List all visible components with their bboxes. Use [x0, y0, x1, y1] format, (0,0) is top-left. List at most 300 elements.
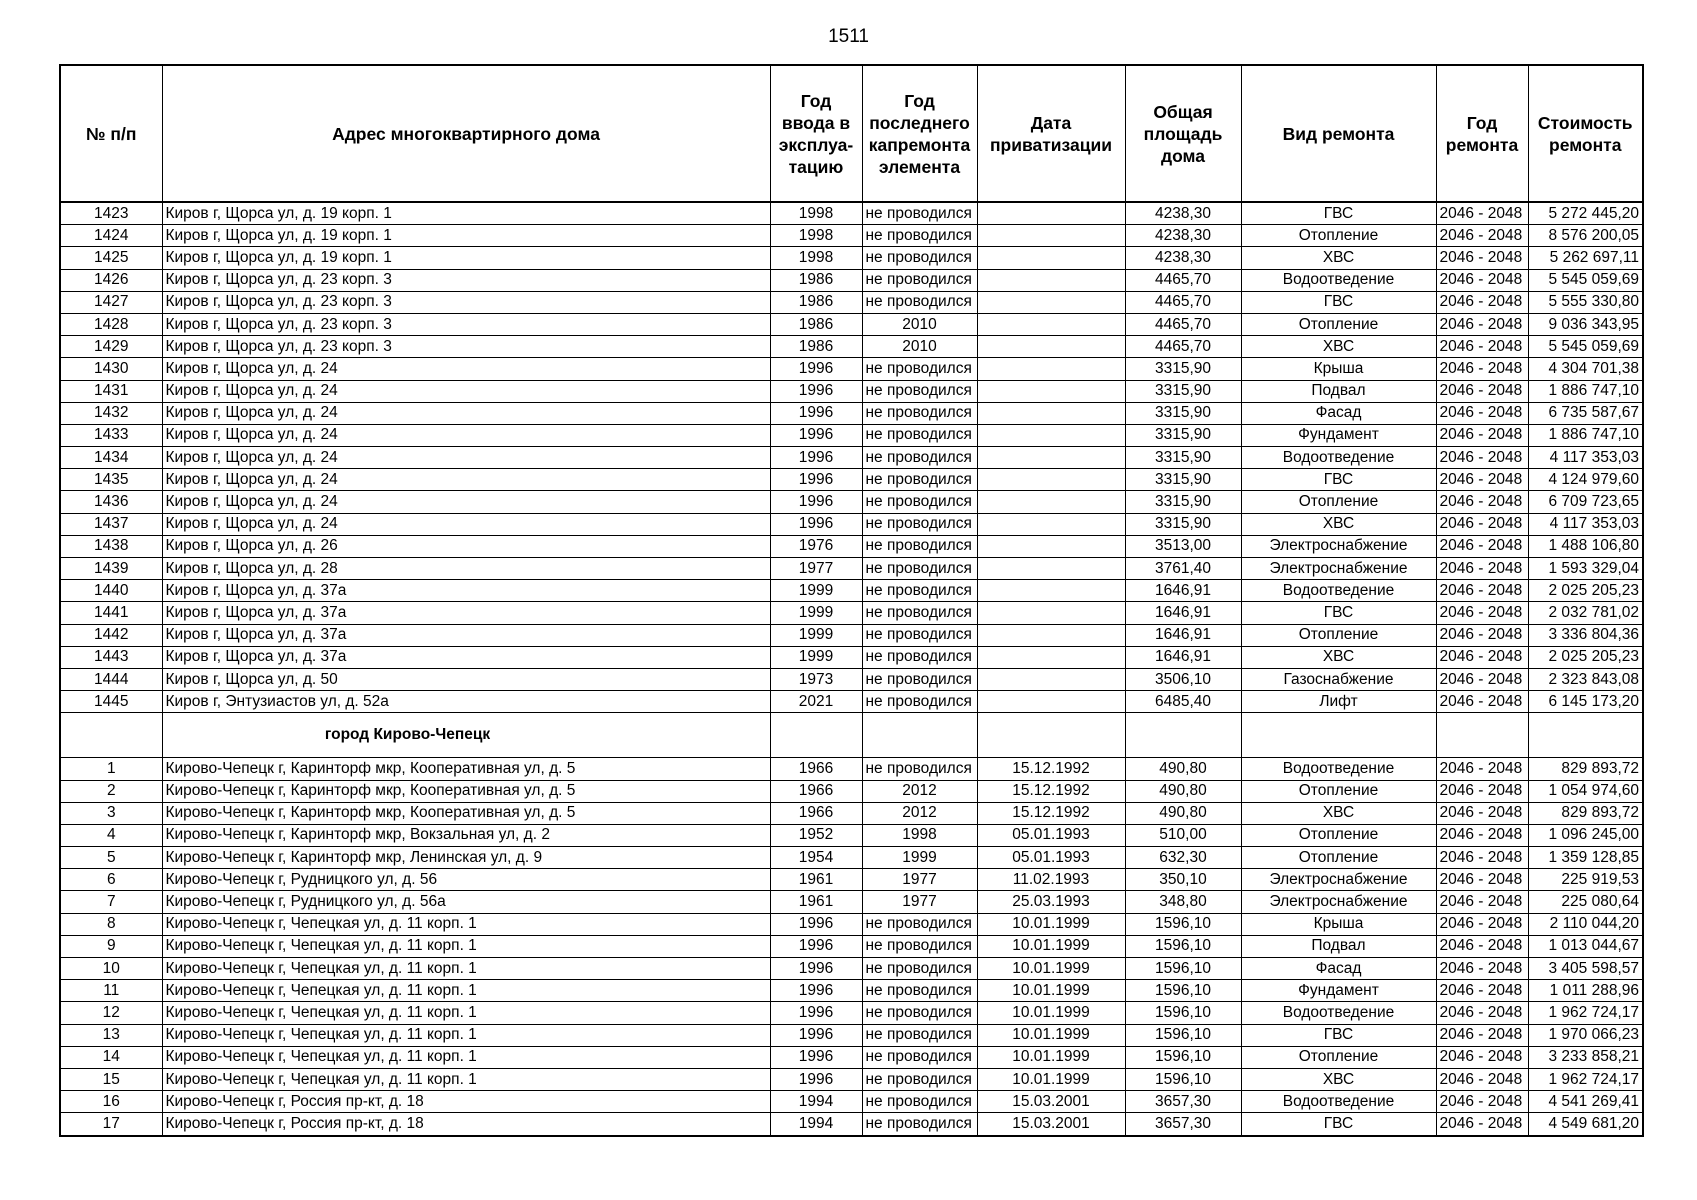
row-num: 11: [60, 980, 162, 1002]
row-num: 15: [60, 1068, 162, 1090]
row-address: Киров г, Щорса ул, д. 23 корп. 3: [162, 313, 770, 335]
row-privatization: [977, 668, 1125, 690]
row-last-overhaul: не проводился: [862, 1024, 977, 1046]
row-repair-type: Водоотведение: [1241, 1002, 1436, 1024]
row-repair-year: 2046 - 2048: [1436, 624, 1528, 646]
table-row: [60, 780, 1643, 802]
row-area: 1596,10: [1125, 980, 1241, 1002]
row-year-commission: 1966: [770, 802, 862, 824]
row-repair-year: 2046 - 2048: [1436, 336, 1528, 358]
row-privatization: [977, 336, 1125, 358]
row-last-overhaul: не проводился: [862, 535, 977, 557]
row-year-commission: 1996: [770, 935, 862, 957]
row-repair-type: ГВС: [1241, 469, 1436, 491]
row-repair-year: 2046 - 2048: [1436, 469, 1528, 491]
row-repair-type: Отопление: [1241, 780, 1436, 802]
row-last-overhaul: не проводился: [862, 1113, 977, 1136]
row-year-commission: 1996: [770, 469, 862, 491]
row-year-commission: 1976: [770, 535, 862, 557]
row-cost: 4 549 681,20: [1528, 1113, 1643, 1136]
row-last-overhaul: 1999: [862, 847, 977, 869]
row-area: 348,80: [1125, 891, 1241, 913]
row-repair-type: Подвал: [1241, 935, 1436, 957]
kirov-rows: [60, 202, 1643, 713]
row-num: 2: [60, 780, 162, 802]
row-address: Киров г, Щорса ул, д. 24: [162, 402, 770, 424]
row-num: 1426: [60, 269, 162, 291]
row-repair-year: 2046 - 2048: [1436, 1068, 1528, 1090]
row-repair-type: Фундамент: [1241, 424, 1436, 446]
row-repair-year: 2046 - 2048: [1436, 247, 1528, 269]
row-area: 3315,90: [1125, 469, 1241, 491]
row-area: 4465,70: [1125, 269, 1241, 291]
row-address: Киров г, Щорса ул, д. 24: [162, 358, 770, 380]
row-last-overhaul: не проводился: [862, 1068, 977, 1090]
row-privatization: [977, 469, 1125, 491]
row-repair-year: 2046 - 2048: [1436, 1046, 1528, 1068]
row-repair-type: Отопление: [1241, 824, 1436, 846]
row-repair-year: 2046 - 2048: [1436, 847, 1528, 869]
row-address: Кирово-Чепецк г, Каринторф мкр, Кооперативная ул, д. 5: [162, 758, 770, 780]
row-repair-type: ХВС: [1241, 1068, 1436, 1090]
row-privatization: [977, 580, 1125, 602]
row-last-overhaul: не проводился: [862, 646, 977, 668]
row-address: Киров г, Щорса ул, д. 24: [162, 513, 770, 535]
row-num: 1442: [60, 624, 162, 646]
row-num: 5: [60, 847, 162, 869]
row-cost: 4 124 979,60: [1528, 469, 1643, 491]
row-area: 1646,91: [1125, 602, 1241, 624]
row-address: Кирово-Чепецк г, Чепецкая ул, д. 11 корп. 1: [162, 1024, 770, 1046]
row-num: 1443: [60, 646, 162, 668]
row-year-commission: 1996: [770, 447, 862, 469]
row-privatization: 25.03.1993: [977, 891, 1125, 913]
header-privatization: Дата приватизации: [977, 65, 1125, 202]
row-year-commission: 1986: [770, 291, 862, 313]
row-year-commission: 1996: [770, 358, 862, 380]
row-year-commission: 1996: [770, 958, 862, 980]
row-last-overhaul: не проводился: [862, 558, 977, 580]
row-repair-year: 2046 - 2048: [1436, 935, 1528, 957]
row-address: Киров г, Щорса ул, д. 24: [162, 380, 770, 402]
row-area: 1596,10: [1125, 935, 1241, 957]
row-address: Кирово-Чепецк г, Россия пр-кт, д. 18: [162, 1091, 770, 1113]
row-year-commission: 1966: [770, 758, 862, 780]
row-cost: 8 576 200,05: [1528, 225, 1643, 247]
table-row: [60, 913, 1643, 935]
row-num: 1429: [60, 336, 162, 358]
row-area: 4465,70: [1125, 313, 1241, 335]
row-privatization: [977, 447, 1125, 469]
row-num: 1424: [60, 225, 162, 247]
row-privatization: 15.12.1992: [977, 780, 1125, 802]
row-year-commission: 1977: [770, 558, 862, 580]
row-last-overhaul: не проводился: [862, 1046, 977, 1068]
row-repair-type: Отопление: [1241, 1046, 1436, 1068]
row-privatization: 10.01.1999: [977, 1024, 1125, 1046]
row-last-overhaul: не проводился: [862, 202, 977, 225]
row-address: Киров г, Энтузиастов ул, д. 52а: [162, 691, 770, 713]
row-privatization: [977, 691, 1125, 713]
row-address: Киров г, Щорса ул, д. 19 корп. 1: [162, 225, 770, 247]
row-num: 1428: [60, 313, 162, 335]
row-repair-year: 2046 - 2048: [1436, 225, 1528, 247]
row-last-overhaul: не проводился: [862, 958, 977, 980]
row-num: 1441: [60, 602, 162, 624]
row-area: 490,80: [1125, 802, 1241, 824]
row-num: 1445: [60, 691, 162, 713]
row-address: Кирово-Чепецк г, Рудницкого ул, д. 56: [162, 869, 770, 891]
row-area: 3315,90: [1125, 358, 1241, 380]
row-area: 4465,70: [1125, 336, 1241, 358]
row-repair-year: 2046 - 2048: [1436, 602, 1528, 624]
row-address: Кирово-Чепецк г, Чепецкая ул, д. 11 корп. 1: [162, 1002, 770, 1024]
row-privatization: [977, 202, 1125, 225]
row-area: 4238,30: [1125, 225, 1241, 247]
row-address: Кирово-Чепецк г, Россия пр-кт, д. 18: [162, 1113, 770, 1136]
row-privatization: [977, 424, 1125, 446]
row-cost: 4 541 269,41: [1528, 1091, 1643, 1113]
row-area: 350,10: [1125, 869, 1241, 891]
row-repair-type: Отопление: [1241, 491, 1436, 513]
row-area: 3315,90: [1125, 424, 1241, 446]
row-area: 490,80: [1125, 758, 1241, 780]
table-row: [60, 1002, 1643, 1024]
row-area: 4238,30: [1125, 247, 1241, 269]
row-year-commission: 1994: [770, 1113, 862, 1136]
row-cost: 3 405 598,57: [1528, 958, 1643, 980]
header-last-overhaul: Год последнего капремонта элемента: [862, 65, 977, 202]
row-repair-type: Фасад: [1241, 402, 1436, 424]
row-repair-year: 2046 - 2048: [1436, 958, 1528, 980]
row-num: 1425: [60, 247, 162, 269]
row-privatization: [977, 358, 1125, 380]
row-address: Киров г, Щорса ул, д. 37а: [162, 624, 770, 646]
row-last-overhaul: не проводился: [862, 247, 977, 269]
row-num: 1427: [60, 291, 162, 313]
row-last-overhaul: 1977: [862, 891, 977, 913]
row-area: 510,00: [1125, 824, 1241, 846]
row-last-overhaul: не проводился: [862, 491, 977, 513]
section-title: город Кирово-Чепецк: [162, 713, 770, 758]
row-repair-type: Водоотведение: [1241, 758, 1436, 780]
row-num: 4: [60, 824, 162, 846]
row-repair-year: 2046 - 2048: [1436, 447, 1528, 469]
row-last-overhaul: 2012: [862, 802, 977, 824]
header-cost: Стоимость ремонта: [1528, 65, 1643, 202]
row-privatization: [977, 313, 1125, 335]
table-row: [60, 358, 1643, 380]
row-address: Кирово-Чепецк г, Каринторф мкр, Кооперативная ул, д. 5: [162, 780, 770, 802]
row-last-overhaul: не проводился: [862, 402, 977, 424]
row-year-commission: 1996: [770, 513, 862, 535]
row-address: Киров г, Щорса ул, д. 37а: [162, 646, 770, 668]
header-repair-year: Год ремонта: [1436, 65, 1528, 202]
row-num: 1444: [60, 668, 162, 690]
row-cost: 1 886 747,10: [1528, 380, 1643, 402]
table-row: [60, 958, 1643, 980]
row-year-commission: 1954: [770, 847, 862, 869]
row-repair-type: ГВС: [1241, 291, 1436, 313]
row-year-commission: 1996: [770, 491, 862, 513]
row-address: Кирово-Чепецк г, Чепецкая ул, д. 11 корп. 1: [162, 980, 770, 1002]
header-address: Адрес многоквартирного дома: [162, 65, 770, 202]
row-area: 3657,30: [1125, 1091, 1241, 1113]
row-repair-year: 2046 - 2048: [1436, 780, 1528, 802]
row-cost: 4 117 353,03: [1528, 447, 1643, 469]
table-row: [60, 847, 1643, 869]
table-row: [60, 1024, 1643, 1046]
row-area: 3657,30: [1125, 1113, 1241, 1136]
row-address: Киров г, Щорса ул, д. 26: [162, 535, 770, 557]
row-address: Киров г, Щорса ул, д. 24: [162, 447, 770, 469]
row-privatization: [977, 269, 1125, 291]
row-last-overhaul: не проводился: [862, 913, 977, 935]
row-privatization: [977, 380, 1125, 402]
row-repair-type: Водоотведение: [1241, 580, 1436, 602]
row-last-overhaul: не проводился: [862, 980, 977, 1002]
row-repair-year: 2046 - 2048: [1436, 668, 1528, 690]
row-address: Киров г, Щорса ул, д. 24: [162, 469, 770, 491]
row-repair-year: 2046 - 2048: [1436, 802, 1528, 824]
row-address: Кирово-Чепецк г, Каринторф мкр, Вокзальная ул, д. 2: [162, 824, 770, 846]
row-cost: 6 145 173,20: [1528, 691, 1643, 713]
row-year-commission: 1999: [770, 646, 862, 668]
row-repair-type: ГВС: [1241, 202, 1436, 225]
row-repair-type: Водоотведение: [1241, 269, 1436, 291]
repair-schedule-table: [59, 64, 1644, 1137]
row-area: 3315,90: [1125, 447, 1241, 469]
row-year-commission: 1998: [770, 202, 862, 225]
row-repair-type: ХВС: [1241, 646, 1436, 668]
row-address: Киров г, Щорса ул, д. 24: [162, 491, 770, 513]
row-privatization: 15.03.2001: [977, 1113, 1125, 1136]
row-repair-year: 2046 - 2048: [1436, 1113, 1528, 1136]
row-area: 3315,90: [1125, 380, 1241, 402]
row-last-overhaul: не проводился: [862, 513, 977, 535]
row-address: Кирово-Чепецк г, Чепецкая ул, д. 11 корп. 1: [162, 1046, 770, 1068]
table-row: [60, 1046, 1643, 1068]
row-cost: 9 036 343,95: [1528, 313, 1643, 335]
row-cost: 3 233 858,21: [1528, 1046, 1643, 1068]
row-cost: 1 013 044,67: [1528, 935, 1643, 957]
row-area: 1646,91: [1125, 580, 1241, 602]
row-cost: 2 110 044,20: [1528, 913, 1643, 935]
row-num: 1436: [60, 491, 162, 513]
table-row: [60, 802, 1643, 824]
header-repair-type: Вид ремонта: [1241, 65, 1436, 202]
row-area: 3506,10: [1125, 668, 1241, 690]
row-privatization: [977, 225, 1125, 247]
row-repair-type: Отопление: [1241, 225, 1436, 247]
row-num: 1433: [60, 424, 162, 446]
row-num: 17: [60, 1113, 162, 1136]
row-address: Киров г, Щорса ул, д. 23 корп. 3: [162, 291, 770, 313]
row-privatization: 05.01.1993: [977, 824, 1125, 846]
row-num: 1: [60, 758, 162, 780]
row-num: 1430: [60, 358, 162, 380]
row-repair-type: Подвал: [1241, 380, 1436, 402]
row-repair-year: 2046 - 2048: [1436, 691, 1528, 713]
row-repair-type: Водоотведение: [1241, 1091, 1436, 1113]
row-num: 1435: [60, 469, 162, 491]
table-row: [60, 247, 1643, 269]
row-cost: 1 593 329,04: [1528, 558, 1643, 580]
row-repair-type: ГВС: [1241, 1113, 1436, 1136]
row-address: Кирово-Чепецк г, Чепецкая ул, д. 11 корп. 1: [162, 1068, 770, 1090]
row-cost: 5 545 059,69: [1528, 336, 1643, 358]
row-num: 1434: [60, 447, 162, 469]
table-header-row: [60, 65, 1643, 202]
row-year-commission: 1996: [770, 1046, 862, 1068]
row-last-overhaul: не проводился: [862, 447, 977, 469]
row-year-commission: 1996: [770, 402, 862, 424]
row-address: Кирово-Чепецк г, Каринторф мкр, Ленинская ул, д. 9: [162, 847, 770, 869]
row-repair-type: Электроснабжение: [1241, 558, 1436, 580]
row-address: Киров г, Щорса ул, д. 24: [162, 424, 770, 446]
row-repair-year: 2046 - 2048: [1436, 402, 1528, 424]
row-repair-year: 2046 - 2048: [1436, 758, 1528, 780]
row-cost: 1 488 106,80: [1528, 535, 1643, 557]
row-address: Кирово-Чепецк г, Чепецкая ул, д. 11 корп. 1: [162, 913, 770, 935]
row-last-overhaul: не проводился: [862, 269, 977, 291]
row-address: Киров г, Щорса ул, д. 28: [162, 558, 770, 580]
row-repair-type: Фасад: [1241, 958, 1436, 980]
row-area: 1596,10: [1125, 958, 1241, 980]
row-last-overhaul: 2012: [862, 780, 977, 802]
row-repair-year: 2046 - 2048: [1436, 558, 1528, 580]
table-row: [60, 935, 1643, 957]
row-repair-type: Лифт: [1241, 691, 1436, 713]
row-area: 4238,30: [1125, 202, 1241, 225]
table-row: [60, 668, 1643, 690]
table-row: [60, 402, 1643, 424]
row-privatization: 15.12.1992: [977, 758, 1125, 780]
row-address: Киров г, Щорса ул, д. 23 корп. 3: [162, 336, 770, 358]
row-year-commission: 1996: [770, 380, 862, 402]
row-year-commission: 1961: [770, 869, 862, 891]
row-repair-year: 2046 - 2048: [1436, 980, 1528, 1002]
row-privatization: 05.01.1993: [977, 847, 1125, 869]
row-repair-type: ХВС: [1241, 513, 1436, 535]
row-cost: 2 025 205,23: [1528, 646, 1643, 668]
row-year-commission: 1986: [770, 336, 862, 358]
header-num: № п/п: [60, 65, 162, 202]
row-repair-year: 2046 - 2048: [1436, 491, 1528, 513]
row-privatization: [977, 491, 1125, 513]
row-privatization: 10.01.1999: [977, 958, 1125, 980]
row-repair-year: 2046 - 2048: [1436, 291, 1528, 313]
row-repair-type: Крыша: [1241, 913, 1436, 935]
row-area: 1646,91: [1125, 646, 1241, 668]
table-row: [60, 491, 1643, 513]
row-year-commission: 1996: [770, 1068, 862, 1090]
table-row: [60, 758, 1643, 780]
row-year-commission: 1999: [770, 624, 862, 646]
row-repair-year: 2046 - 2048: [1436, 1002, 1528, 1024]
row-repair-type: ГВС: [1241, 1024, 1436, 1046]
row-address: Кирово-Чепецк г, Чепецкая ул, д. 11 корп. 1: [162, 935, 770, 957]
row-cost: 225 919,53: [1528, 869, 1643, 891]
row-cost: 829 893,72: [1528, 802, 1643, 824]
row-repair-year: 2046 - 2048: [1436, 380, 1528, 402]
row-repair-year: 2046 - 2048: [1436, 891, 1528, 913]
row-area: 4465,70: [1125, 291, 1241, 313]
row-cost: 2 032 781,02: [1528, 602, 1643, 624]
row-num: 1437: [60, 513, 162, 535]
row-repair-type: ГВС: [1241, 602, 1436, 624]
row-last-overhaul: не проводился: [862, 580, 977, 602]
row-cost: 5 272 445,20: [1528, 202, 1643, 225]
row-num: 1438: [60, 535, 162, 557]
row-cost: 1 096 245,00: [1528, 824, 1643, 846]
row-area: 3315,90: [1125, 402, 1241, 424]
row-cost: 1 970 066,23: [1528, 1024, 1643, 1046]
chepetsk-rows: [60, 758, 1643, 1136]
table-row: [60, 869, 1643, 891]
row-cost: 1 054 974,60: [1528, 780, 1643, 802]
row-last-overhaul: 1998: [862, 824, 977, 846]
row-privatization: 10.01.1999: [977, 913, 1125, 935]
row-address: Киров г, Щорса ул, д. 37а: [162, 580, 770, 602]
header-year-commission: Год ввода в эксплуа-тацию: [770, 65, 862, 202]
table-row: [60, 535, 1643, 557]
row-num: 13: [60, 1024, 162, 1046]
row-address: Киров г, Щорса ул, д. 19 корп. 1: [162, 202, 770, 225]
row-area: 632,30: [1125, 847, 1241, 869]
row-area: 490,80: [1125, 780, 1241, 802]
row-year-commission: 1952: [770, 824, 862, 846]
row-repair-year: 2046 - 2048: [1436, 269, 1528, 291]
row-year-commission: 1994: [770, 1091, 862, 1113]
table-row: [60, 424, 1643, 446]
row-num: 12: [60, 1002, 162, 1024]
row-year-commission: 1996: [770, 980, 862, 1002]
row-cost: 5 545 059,69: [1528, 269, 1643, 291]
row-repair-type: Отопление: [1241, 313, 1436, 335]
row-last-overhaul: не проводился: [862, 291, 977, 313]
row-last-overhaul: не проводился: [862, 358, 977, 380]
row-num: 3: [60, 802, 162, 824]
table-row: [60, 558, 1643, 580]
table-row: [60, 580, 1643, 602]
row-cost: 1 962 724,17: [1528, 1068, 1643, 1090]
row-repair-year: 2046 - 2048: [1436, 202, 1528, 225]
row-area: 1596,10: [1125, 913, 1241, 935]
row-area: 1596,10: [1125, 1002, 1241, 1024]
row-last-overhaul: не проводился: [862, 380, 977, 402]
row-last-overhaul: не проводился: [862, 602, 977, 624]
row-repair-type: Газоснабжение: [1241, 668, 1436, 690]
row-privatization: [977, 602, 1125, 624]
row-last-overhaul: не проводился: [862, 424, 977, 446]
row-cost: 6 709 723,65: [1528, 491, 1643, 513]
row-last-overhaul: не проводился: [862, 469, 977, 491]
row-address: Киров г, Щорса ул, д. 50: [162, 668, 770, 690]
row-num: 1431: [60, 380, 162, 402]
header-area: Общая площадь дома: [1125, 65, 1241, 202]
table-row: [60, 1068, 1643, 1090]
row-area: 1596,10: [1125, 1024, 1241, 1046]
row-last-overhaul: не проводился: [862, 225, 977, 247]
row-cost: 829 893,72: [1528, 758, 1643, 780]
table-row: [60, 269, 1643, 291]
row-year-commission: 1986: [770, 313, 862, 335]
row-last-overhaul: не проводился: [862, 758, 977, 780]
row-address: Киров г, Щорса ул, д. 23 корп. 3: [162, 269, 770, 291]
row-repair-type: Водоотведение: [1241, 447, 1436, 469]
row-year-commission: 1973: [770, 668, 862, 690]
